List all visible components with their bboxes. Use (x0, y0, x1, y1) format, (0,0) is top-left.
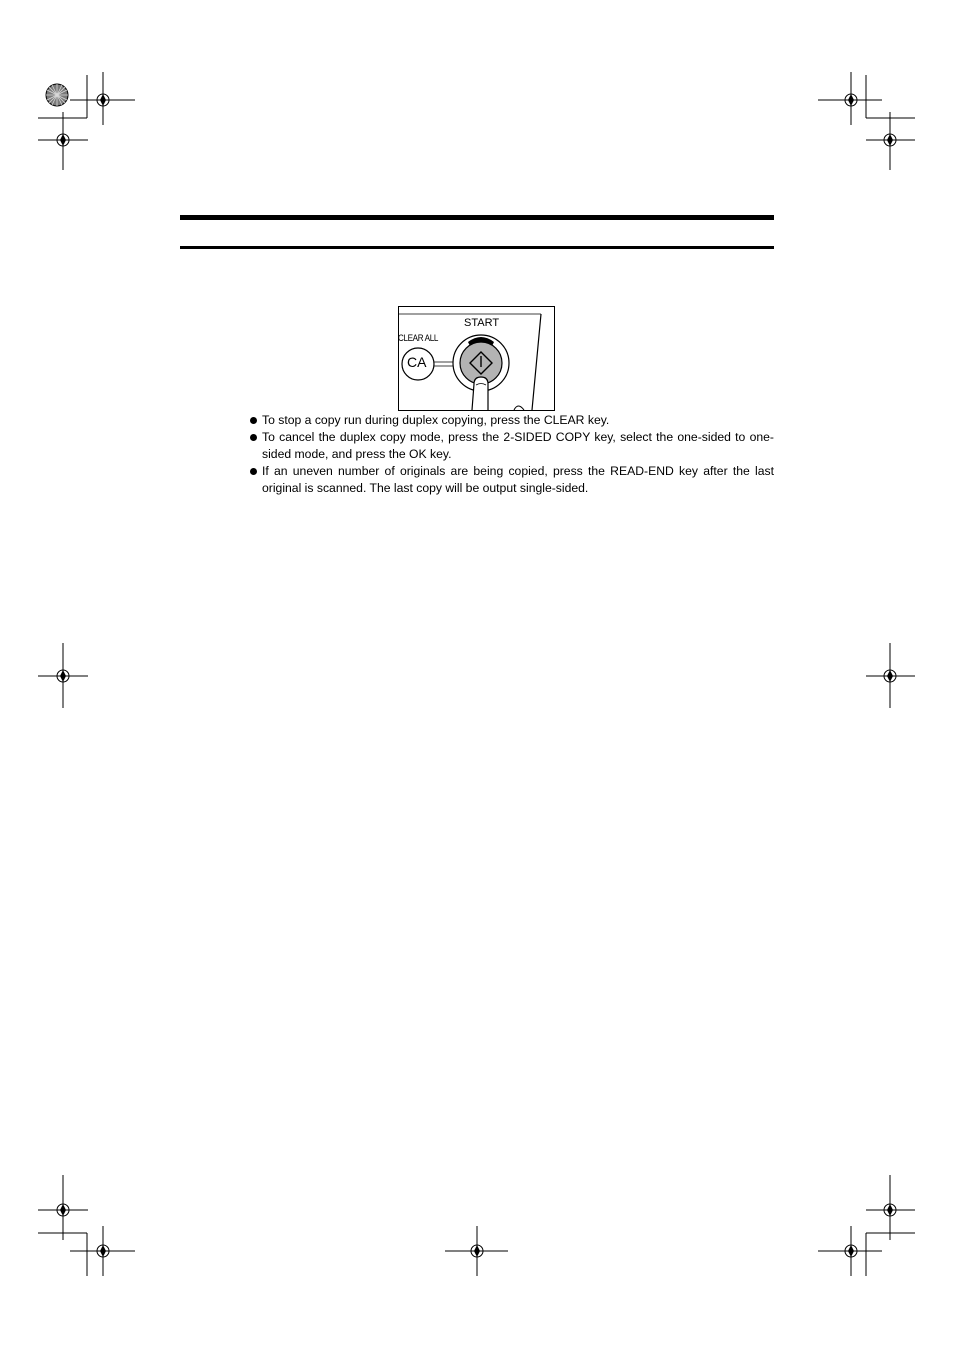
list-item (248, 429, 774, 463)
note-text: If an uneven number of originals are being copied, press the READ-END key after the last original is scanned. The last copy will be output single-sided. (262, 464, 774, 495)
header-rule-thin (180, 246, 774, 249)
note-text: To cancel the duplex copy mode, press the 2-SIDED COPY key, select the one-sided to one-sided mode, and press the OK key. (262, 430, 774, 461)
note-text: To stop a copy run during duplex copying, press the CLEAR key. (262, 413, 610, 427)
start-key-label: START (464, 317, 500, 329)
header-rule-thick (180, 215, 774, 220)
bullet-icon (250, 417, 257, 424)
bullet-icon (250, 434, 257, 441)
clear-all-key-label: CLEAR ALL (398, 333, 438, 343)
start-key-illustration (398, 306, 555, 411)
bullet-icon (250, 468, 257, 475)
list-item (248, 463, 774, 497)
list-item (248, 412, 774, 429)
ca-key-label: CA (407, 354, 427, 370)
color-wheel-mark (46, 84, 68, 106)
notes-list (248, 412, 774, 497)
